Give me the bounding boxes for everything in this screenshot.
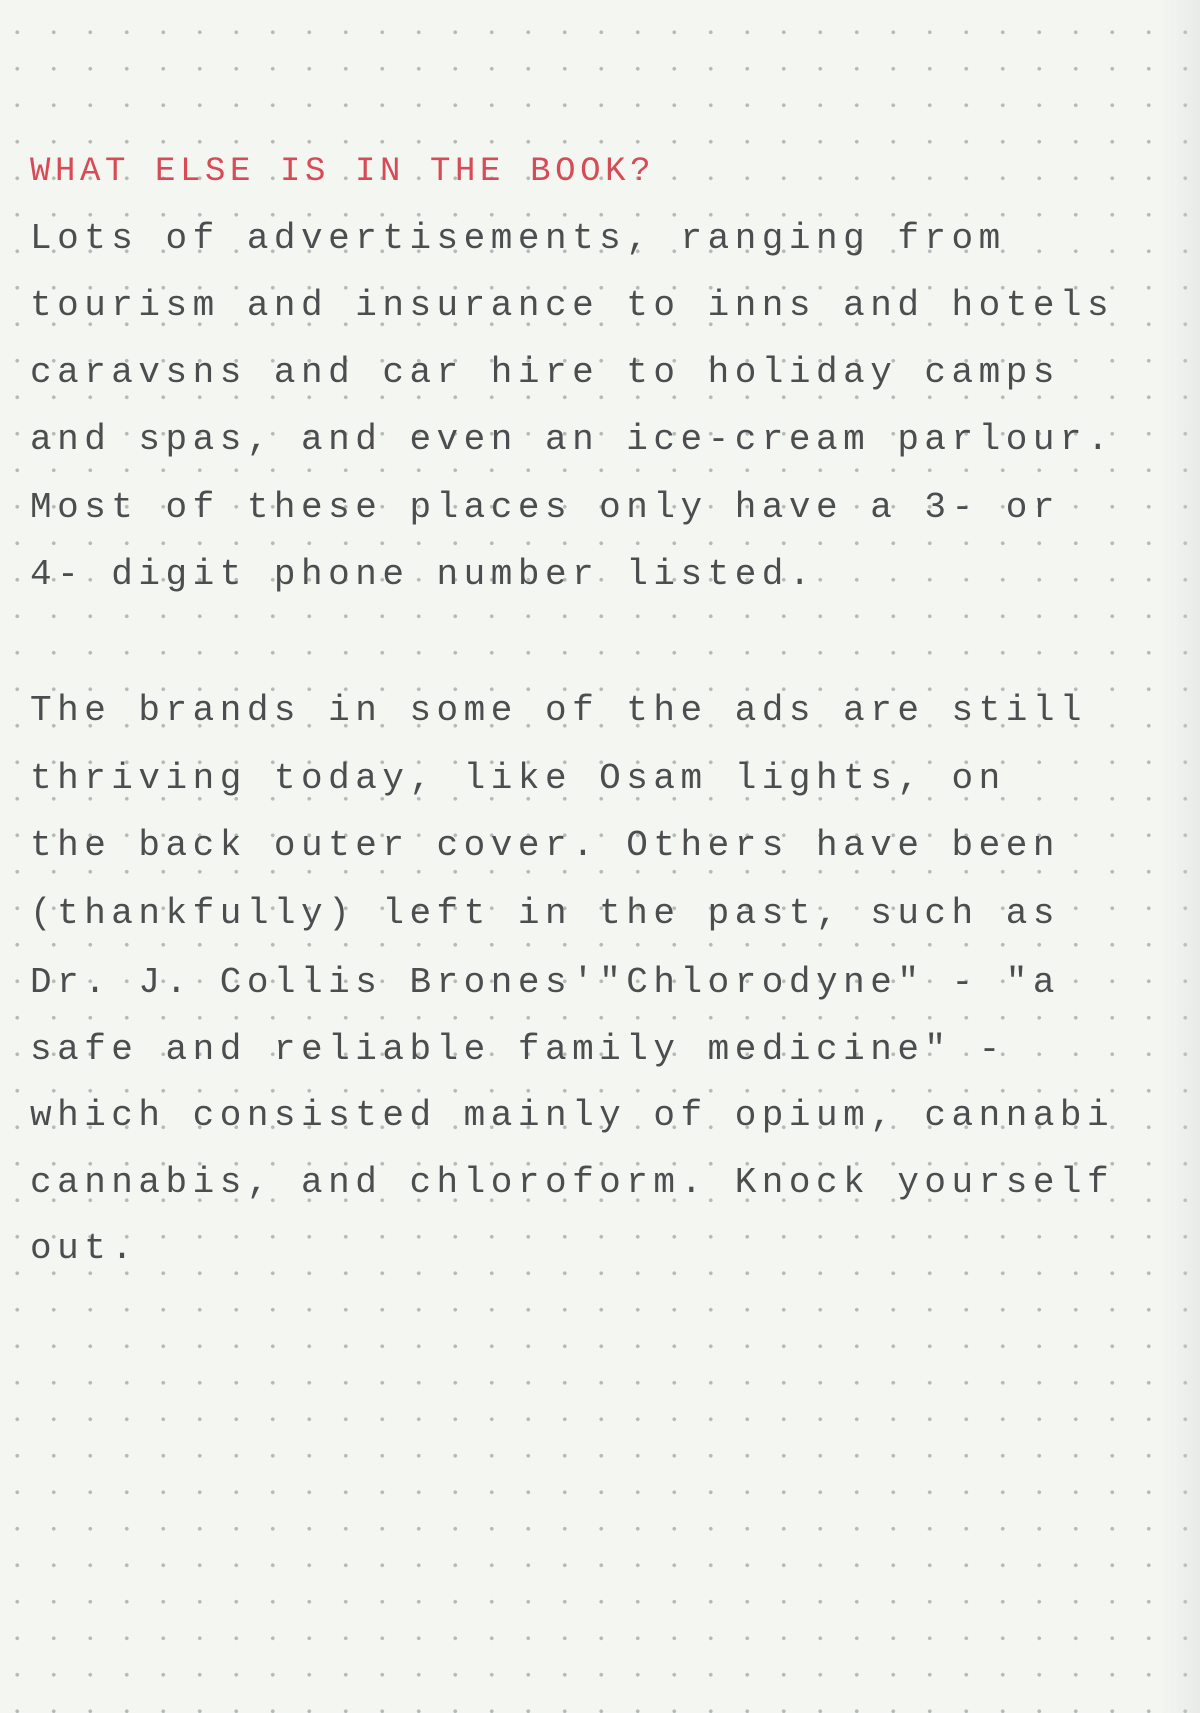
page-heading: WHAT ELSE IS IN THE BOOK? — [30, 153, 656, 191]
paragraph-2-line-9: out. — [30, 1228, 139, 1269]
paragraph-2-line-3: the back outer cover. Others have been — [30, 825, 1060, 866]
paragraph-1-line-2: tourism and insurance to inns and hotels — [30, 285, 1115, 326]
paragraph-1-line-4: and spas, and even an ice-cream parlour. — [30, 419, 1115, 460]
paragraph-2-line-2: thriving today, like Osam lights, on — [30, 758, 1006, 799]
paragraph-2-line-8: cannabis, and chloroform. Knock yourself — [30, 1162, 1115, 1203]
page-edge-shadow — [1160, 0, 1200, 1713]
paragraph-2-line-4: (thankfully) left in the past, such as — [30, 893, 1060, 934]
paragraph-1-line-6: 4- digit phone number listed. — [30, 554, 817, 595]
paragraph-2-line-7: which consisted mainly of opium, cannabi — [30, 1095, 1115, 1136]
paragraph-2-line-5: Dr. J. Collis Brones'"Chlorodyne" - "a — [30, 962, 1060, 1003]
paragraph-1-line-1: Lots of advertisements, ranging from — [30, 218, 1006, 259]
paragraph-2-line-1: The brands in some of the ads are still — [30, 690, 1088, 731]
paragraph-1-line-5: Most of these places only have a 3- or — [30, 487, 1060, 528]
paragraph-1-line-3: caravsns and car hire to holiday camps — [30, 352, 1060, 393]
paragraph-2-line-6: safe and reliable family medicine" - — [30, 1029, 1006, 1070]
